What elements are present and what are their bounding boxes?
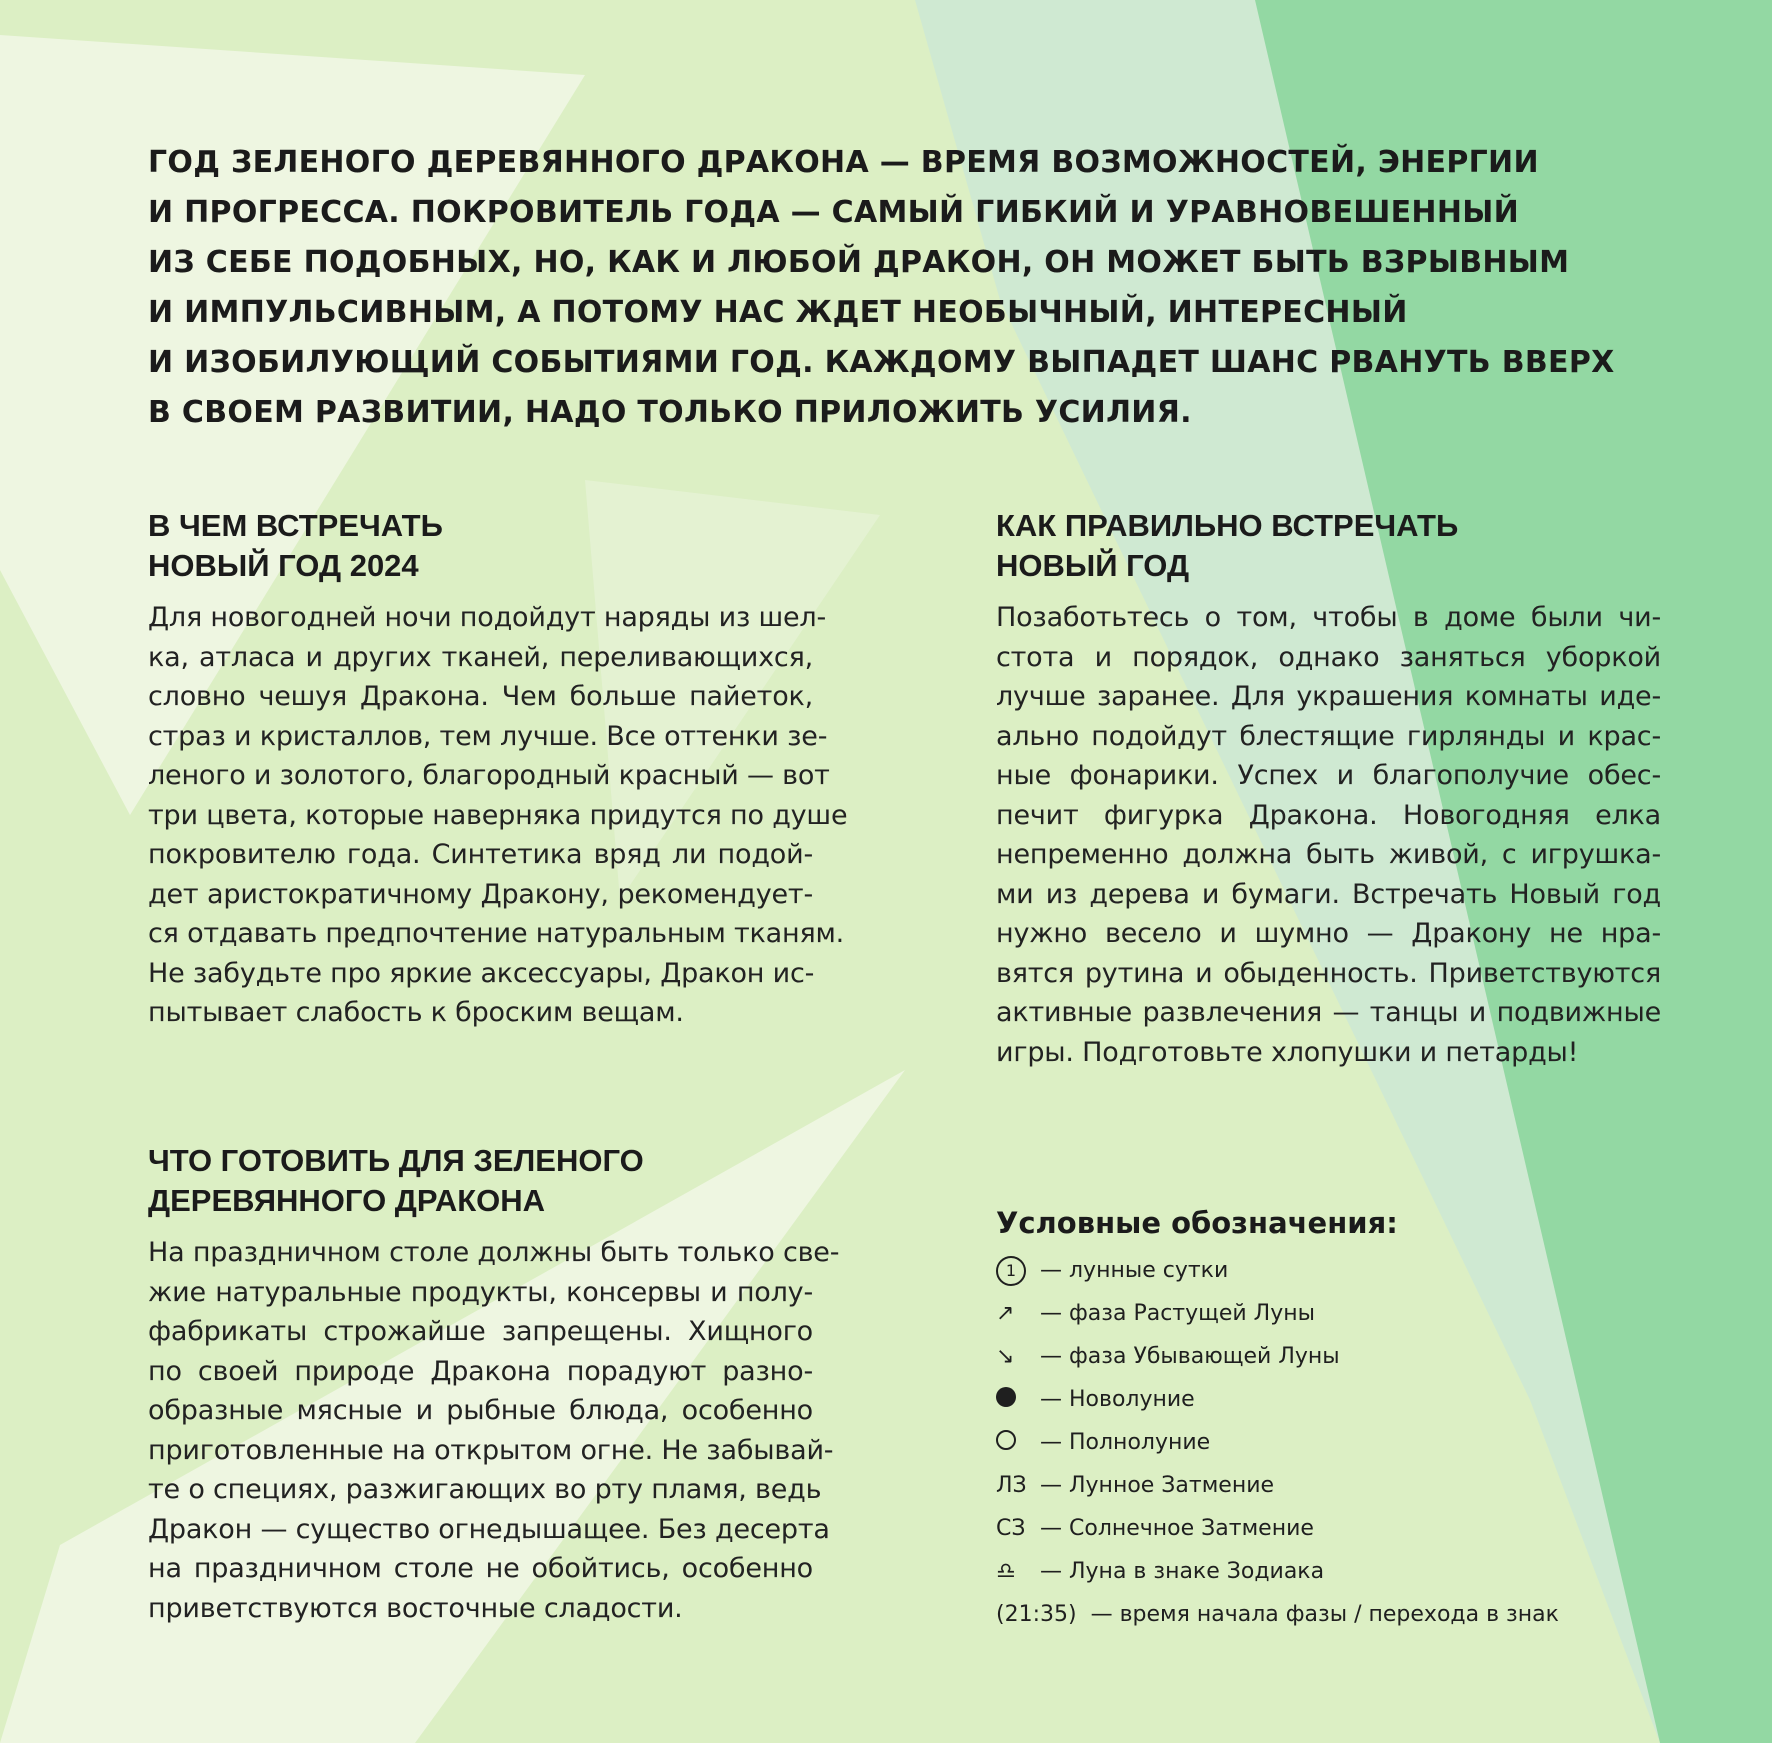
text-line: ка, атласа и других тканей, переливающихся, — [148, 641, 813, 673]
section-celebrate-text — [996, 598, 1661, 1072]
text-line: приготовленные на открытом огне. Не забывай- — [148, 1434, 834, 1466]
full-moon-icon — [996, 1430, 1016, 1450]
legend-text: — фаза Убывающей Луны — [1040, 1344, 1340, 1369]
text-line: лучше заранее. Для украшения комнаты иде- — [996, 681, 1661, 712]
legend-text: — Новолуние — [1040, 1387, 1195, 1412]
intro-line: В СВОЕМ РАЗВИТИИ, НАДО ТОЛЬКО ПРИЛОЖИТЬ УСИЛИЯ. — [148, 395, 1192, 430]
text-line: страз и кристаллов, тем лучше. Все оттенки зе- — [148, 720, 828, 752]
title-line: НОВЫЙ ГОД 2024 — [148, 548, 419, 583]
text-line: стота и порядок, однако заняться уборкой — [996, 641, 1661, 673]
legend-text: — Луна в знаке Зодиака — [1040, 1559, 1325, 1584]
text-line: игры. Подготовьте хлопушки и петарды! — [996, 1036, 1579, 1068]
text-line: ми из дерева и бумаги. Встречать Новый год — [996, 878, 1661, 910]
legend-text: — Лунное Затмение — [1040, 1473, 1275, 1498]
title-line: КАК ПРАВИЛЬНО ВСТРЕЧАТЬ — [996, 508, 1459, 543]
text-line: три цвета, которые наверняка придутся по душе — [148, 799, 848, 831]
legend — [996, 1203, 1696, 1636]
section-celebrate-title — [996, 506, 1661, 586]
intro-line: И ИМПУЛЬСИВНЫМ, А ПОТОМУ НАС ЖДЕТ НЕОБЫЧНЫЙ, ИНТЕРЕСНЫЙ — [148, 295, 1408, 330]
text-line: Для новогодней ночи подойдут наряды из шел- — [148, 602, 827, 633]
text-line: активные развлечения — танцы и подвижные — [996, 997, 1661, 1028]
title-line: В ЧЕМ ВСТРЕЧАТЬ — [148, 508, 443, 543]
section-food — [148, 1141, 840, 1628]
text-line: на праздничном столе не обойтись, особенно — [148, 1553, 813, 1584]
title-line: НОВЫЙ ГОД — [996, 548, 1190, 583]
section-celebrate — [996, 506, 1661, 1072]
intro-line: ГОД ЗЕЛЕНОГО ДЕРЕВЯННОГО ДРАКОНА — ВРЕМЯ ВОЗМОЖНОСТЕЙ, ЭНЕРГИИ — [148, 145, 1539, 180]
text-line: Не забудьте про яркие аксессуары, Дракон ис- — [148, 957, 815, 989]
title-line: ЧТО ГОТОВИТЬ ДЛЯ ЗЕЛЕНОГО — [148, 1143, 644, 1178]
legend-item-solar-eclipse — [996, 1507, 1696, 1550]
text-line: печит фигурка Дракона. Новогодняя елка — [996, 799, 1661, 831]
section-food-text — [148, 1233, 840, 1628]
text-line: Позаботьтесь о том, чтобы в доме были чи- — [996, 602, 1661, 633]
text-line: леного и золотого, благородный красный — вот — [148, 760, 830, 791]
text-line: пытывает слабость к броским вещам. — [148, 997, 684, 1028]
text-line: жие натуральные продукты, консервы и полу- — [148, 1276, 813, 1308]
text-line: нужно весело и шумно — Дракону не нра- — [996, 918, 1661, 949]
text-line: приветствуются восточные сладости. — [148, 1592, 683, 1624]
legend-item-waxing — [996, 1292, 1696, 1335]
section-food-title — [148, 1141, 813, 1221]
text-line: непременно должна быть живой, с игрушка- — [996, 839, 1661, 870]
text-line: по своей природе Дракона порадуют разно- — [148, 1355, 813, 1387]
legend-text: — Солнечное Затмение — [1040, 1516, 1314, 1541]
time-example: (21:35) — [996, 1602, 1077, 1627]
legend-item-waning — [996, 1335, 1696, 1378]
solar-eclipse-abbr: СЗ — [996, 1516, 1026, 1541]
legend-item-full-moon — [996, 1421, 1696, 1464]
legend-item-zodiac — [996, 1550, 1696, 1593]
legend-item-new-moon — [996, 1378, 1696, 1421]
legend-text: — время начала фазы / перехода в знак — [1090, 1602, 1559, 1627]
intro-line: И ИЗОБИЛУЮЩИЙ СОБЫТИЯМИ ГОД. КАЖДОМУ ВЫПАДЕТ ШАНС РВАНУТЬ ВВЕРХ — [148, 345, 1615, 380]
text-line: вятся рутина и обыденность. Приветствуются — [996, 957, 1661, 989]
intro-line: И ПРОГРЕССА. ПОКРОВИТЕЛЬ ГОДА — САМЫЙ ГИБКИЙ И УРАВНОВЕШЕННЫЙ — [148, 195, 1520, 230]
legend-title: Условные обозначения: — [996, 1206, 1398, 1240]
libra-zodiac-icon: ♎ — [996, 1559, 1016, 1584]
section-outfit-text — [148, 598, 848, 1033]
text-line: На праздничном столе должны быть только све- — [148, 1237, 840, 1268]
legend-item-lunar-eclipse — [996, 1464, 1696, 1507]
title-line: ДЕРЕВЯННОГО ДРАКОНА — [148, 1183, 546, 1218]
text-line: фабрикаты строжайше запрещены. Хищного — [148, 1316, 813, 1347]
text-line: словно чешуя Дракона. Чем больше пайеток, — [148, 681, 813, 712]
text-line: ся отдавать предпочтение натуральным тканям. — [148, 918, 845, 949]
section-outfit-title — [148, 506, 813, 586]
section-outfit — [148, 506, 848, 1033]
text-line: те о специях, разжигающих во рту пламя, ведь — [148, 1474, 822, 1505]
legend-item-time — [996, 1593, 1696, 1636]
text-line: дет аристократичному Дракону, рекомендует- — [148, 878, 813, 910]
legend-text: — Полнолуние — [1040, 1430, 1211, 1455]
waxing-arrow-icon: ↗ — [996, 1301, 1015, 1326]
text-line: образные мясные и рыбные блюда, особенно — [148, 1395, 813, 1426]
text-line: ально подойдут блестящие гирлянды и крас- — [996, 720, 1661, 752]
intro-paragraph — [148, 138, 1615, 438]
legend-text: — лунные сутки — [1040, 1258, 1229, 1283]
legend-text: — фаза Растущей Луны — [1040, 1301, 1315, 1326]
text-line: ные фонарики. Успех и благополучие обес- — [996, 760, 1661, 791]
intro-line: ИЗ СЕБЕ ПОДОБНЫХ, НО, КАК И ЛЮБОЙ ДРАКОН, ОН МОЖЕТ БЫТЬ ВЗРЫВНЫМ — [148, 245, 1570, 280]
lunar-day-circle-icon: 1 — [996, 1256, 1026, 1286]
new-moon-icon — [996, 1387, 1016, 1407]
text-line: Дракон — существо огнедышащее. Без десерта — [148, 1513, 830, 1545]
legend-item-lunar-day — [996, 1249, 1696, 1292]
lunar-eclipse-abbr: ЛЗ — [996, 1473, 1027, 1498]
waning-arrow-icon: ↘ — [996, 1344, 1015, 1369]
text-line: покровителю года. Синтетика вряд ли подой- — [148, 839, 813, 870]
